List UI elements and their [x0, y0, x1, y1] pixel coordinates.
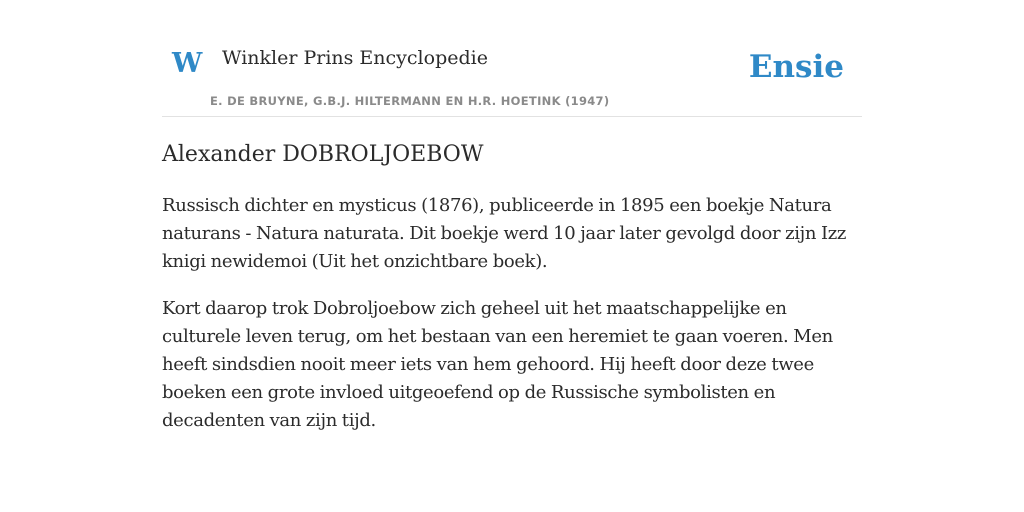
article-title: Alexander DOBROLJOEBOW: [162, 142, 484, 167]
article-paragraph: Kort daarop trok Dobroljoebow zich geheel uit het maatschappelijke en culturele leven terug, om het bestaan van een heremiet te gaan voeren. Men heeft sindsdien nooit meer iets van hem gehoord. Hij heeft door deze twee boeken een grote invloed uitgeoefend op de Russische symbolisten en decadenten van zijn tijd.: [162, 298, 833, 431]
article-paragraph: Russisch dichter en mysticus (1876), publiceerde in 1895 een boekje Natura naturans - Natura naturata. Dit boekje werd 10 jaar later gevolgd door zijn Izz knigi newidemoi (Uit het onzichtbare boek).: [162, 195, 847, 272]
publication-authors: E. DE BRUYNE, G.B.J. HILTERMANN EN H.R. HOETINK (1947): [210, 94, 610, 108]
publication-title[interactable]: Winkler Prins Encyclopedie: [222, 47, 488, 69]
article-body: [162, 192, 862, 454]
publication-header: [162, 0, 862, 117]
page-container: [162, 0, 862, 431]
publication-logo[interactable]: W: [172, 48, 203, 79]
ensie-brand-logo[interactable]: Ensie: [748, 49, 844, 85]
